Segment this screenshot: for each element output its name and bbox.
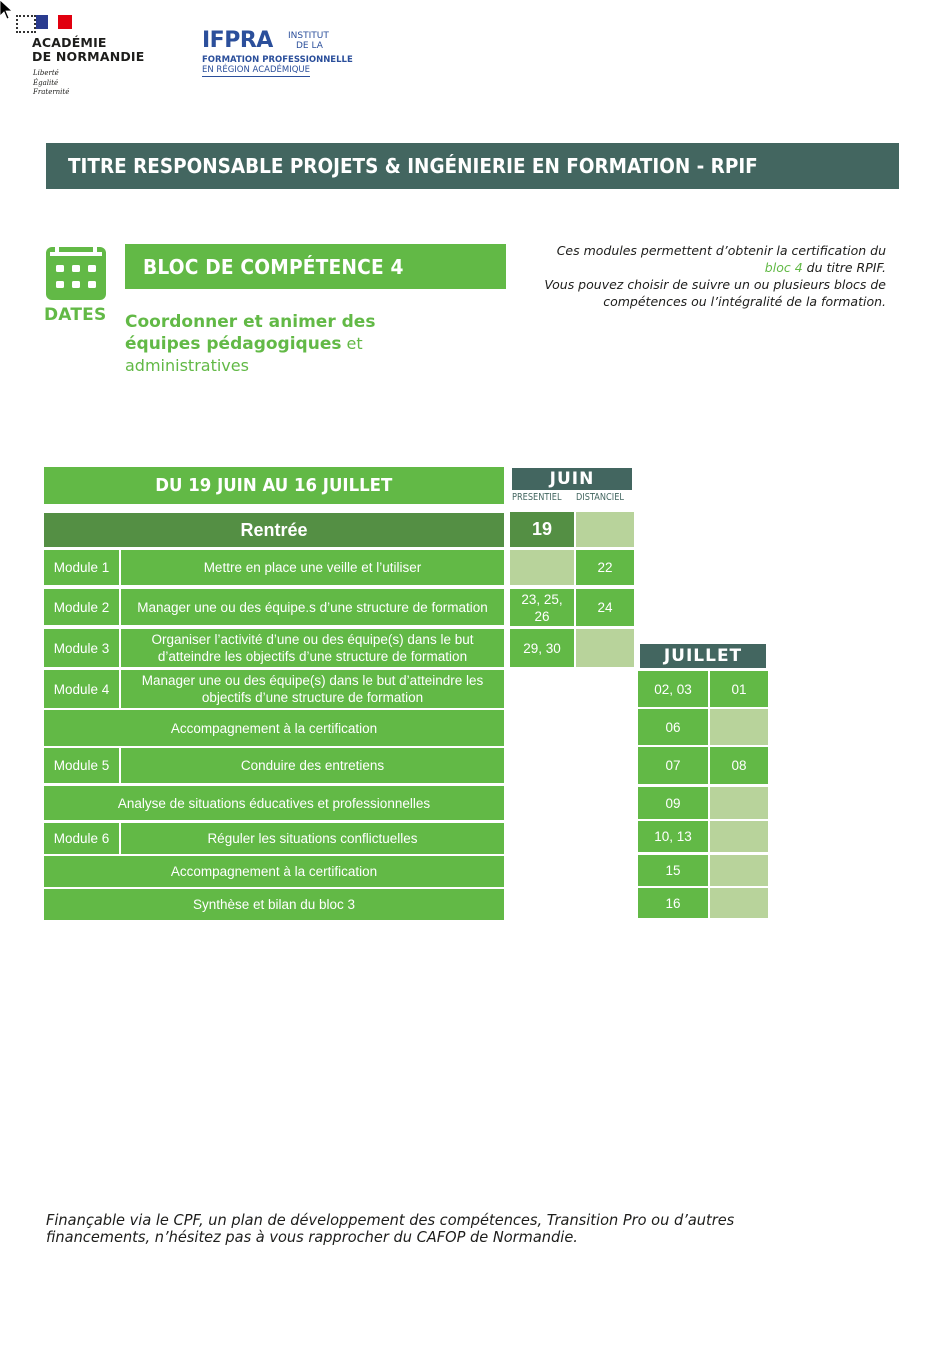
presentiel-date: 07: [638, 747, 708, 784]
month-header-juillet: JUILLET: [640, 644, 766, 668]
module-title: Organiser l’activité d’une ou des équipe(s) dans le but d’atteindre les objectifs d’une structure de formation: [121, 629, 504, 667]
distanciel-date: [710, 888, 768, 918]
activity-title: Accompagnement à la certification: [44, 710, 504, 746]
presentiel-date: [510, 550, 574, 585]
module-label: Module 4: [44, 670, 119, 708]
distanciel-date: 01: [710, 671, 768, 707]
presentiel-date: 16: [638, 888, 708, 918]
presentiel-date: 06: [638, 709, 708, 745]
module-title: Réguler les situations conflictuelles: [121, 823, 504, 854]
ifpra-logo-line3: FORMATION PROFESSIONNELLE: [202, 55, 353, 65]
module-label: Module 2: [44, 589, 119, 625]
financing-note: Finançable via le CPF, un plan de développement des compétences, Transition Pro ou d’autres financements, n’hésitez pas à vous rapprocher du CAFOP de Normandie.: [46, 1211, 735, 1246]
rentree-row: Rentrée: [44, 513, 504, 547]
module-label: Module 3: [44, 629, 119, 667]
rentree-distanciel-date: [576, 512, 634, 547]
distanciel-date: 24: [576, 589, 634, 626]
activity-title: Synthèse et bilan du bloc 3: [44, 889, 504, 920]
ifpra-logo-line4: EN RÉGION ACADÉMIQUE: [202, 65, 311, 75]
selection-marker-icon: [16, 15, 36, 33]
title-banner: [46, 143, 899, 189]
module-label: Module 5: [44, 748, 119, 783]
distanciel-date: [710, 821, 768, 852]
bloc-link-text: bloc 4: [764, 260, 803, 275]
ifpra-logo: IFPRA: [202, 28, 273, 53]
page-title: TITRE RESPONSABLE PROJETS & INGÉNIERIE EN FORMATION - RPIF: [68, 154, 758, 178]
bloc-subtitle: Coordonner et animer des équipes pédagogiques et administratives: [125, 312, 376, 375]
distanciel-date: [710, 855, 768, 886]
calendar-icon: [46, 243, 106, 300]
presentiel-date: 23, 25, 26: [510, 589, 574, 626]
distanciel-date: [710, 787, 768, 819]
bloc-banner: [125, 244, 506, 289]
schedule-range-header: DU 19 JUIN AU 16 JUILLET: [44, 467, 504, 504]
presentiel-date: 29, 30: [510, 629, 574, 667]
intro-text: Ces modules permettent d’obtenir la certification du bloc 4 du titre RPIF. Vous pouvez choisir de suivre un ou plusieurs blocs de compétences ou l’intégralité de la formation.: [544, 243, 886, 309]
module-title: Manager une ou des équipe(s) dans le but d’atteindre les objectifs d’une structure de formation: [121, 670, 504, 708]
module-title: Mettre en place une veille et l’utiliser: [121, 550, 504, 585]
activity-title: Accompagnement à la certification: [44, 856, 504, 887]
module-title: Conduire des entretiens: [121, 748, 504, 783]
french-flag-icon: [36, 15, 72, 29]
module-label: Module 1: [44, 550, 119, 585]
mouse-cursor-icon: [0, 0, 14, 20]
column-label-presentiel: PRESENTIEL: [512, 492, 562, 503]
presentiel-date: 02, 03: [638, 671, 708, 707]
dates-label: DATES: [44, 305, 107, 325]
column-label-distanciel: DISTANCIEL: [576, 492, 624, 503]
rentree-presentiel-date: 19: [510, 512, 574, 547]
academie-logo: ACADÉMIE DE NORMANDIE: [32, 35, 145, 64]
activity-title: Analyse de situations éducatives et professionnelles: [44, 786, 504, 820]
module-title: Manager une ou des équipe.s d’une structure de formation: [121, 589, 504, 625]
distanciel-date: [576, 629, 634, 667]
distanciel-date: [710, 709, 768, 745]
presentiel-date: 10, 13: [638, 821, 708, 852]
presentiel-date: 15: [638, 855, 708, 886]
ifpra-logo-subtitle: INSTITUT DE LA: [288, 31, 329, 51]
republic-motto: Liberté Égalité Fraternité: [33, 69, 70, 96]
module-label: Module 6: [44, 823, 119, 854]
month-header-juin: JUIN: [512, 468, 632, 490]
presentiel-date: 09: [638, 787, 708, 819]
bloc-title: BLOC DE COMPÉTENCE 4: [143, 254, 404, 279]
distanciel-date: 22: [576, 550, 634, 585]
distanciel-date: 08: [710, 747, 768, 784]
